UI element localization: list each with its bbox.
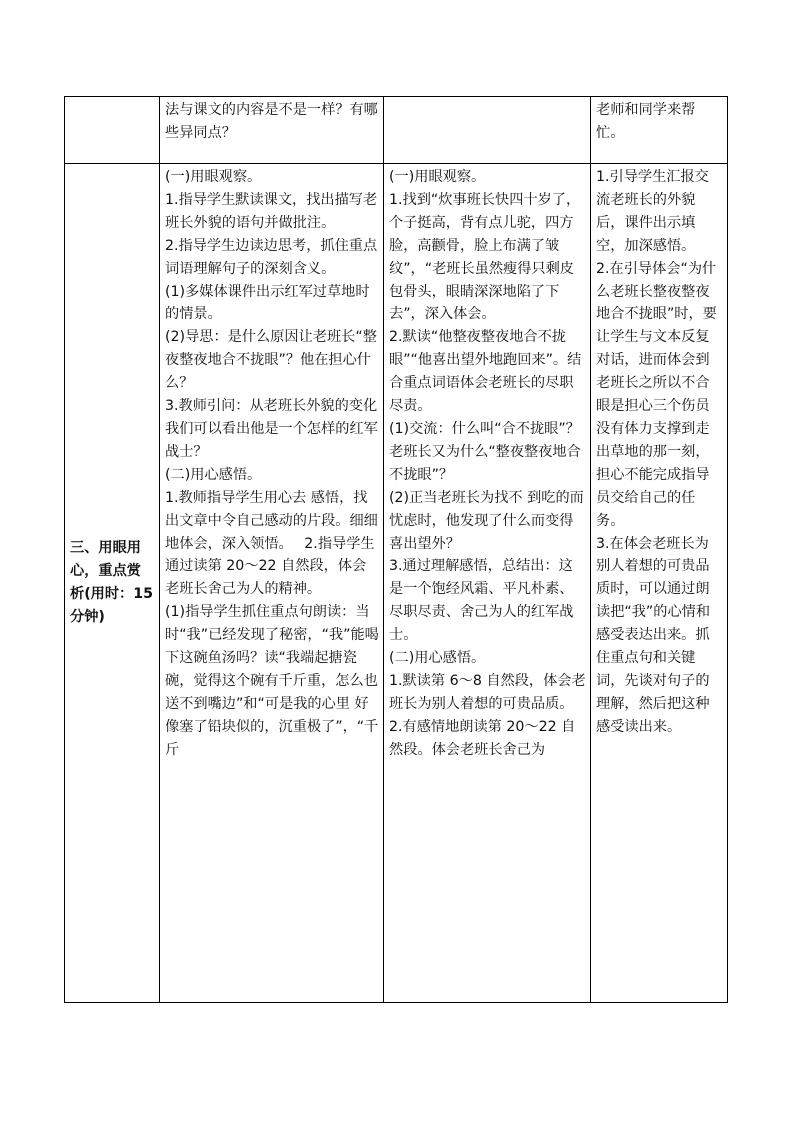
student-paragraph: 3.通过理解感悟，总结出：这是一个饱经风霜、平凡朴素、尽职尽责、舍己为人的红军战士。 xyxy=(389,558,574,644)
table-row xyxy=(65,97,728,164)
section-cell xyxy=(65,97,160,164)
lesson-plan-table xyxy=(64,96,728,1003)
teacher-paragraph: (二)用心感悟。 xyxy=(165,466,262,483)
student-paragraph: 2.默读“他整夜整夜地合不拢眼”“他喜出望外地跑回来”。结合重点词语体会老班长的尽职尽责。 xyxy=(389,329,582,415)
teacher-paragraph: 法与课文的内容是不是一样？有哪些异同点？ xyxy=(165,102,378,141)
student-paragraph: (二)用心感悟。 xyxy=(389,650,486,667)
section-cell: 三、用眼用心，重点赏析(用时：15分钟) xyxy=(65,164,160,1003)
teacher-activity-cell xyxy=(160,164,384,1003)
note-paragraph: 2.在引导体会“为什么老班长整夜整夜地合不拢眼”时，要让学生与文本反复对话，进而体会到老班长之所以不合眼是担心三个伤员没有体力支撑到走出草地的那一刻，担心不能完成指导员交给自己的任务。 xyxy=(596,260,717,529)
student-activity-cell xyxy=(384,164,591,1003)
student-paragraph: 2.有感情地朗读第 20～22 自然段。体会老班长舍己为 xyxy=(389,718,576,758)
student-paragraph: (2)正当老班长为找不 到吃的而忧虑时，他发现了什么而变得喜出望外？ xyxy=(389,489,584,552)
teacher-activity-cell xyxy=(160,97,384,164)
table-row xyxy=(65,164,728,1003)
design-note-cell xyxy=(591,97,728,164)
note-paragraph: 3.在体会老班长为别人着想的可贵品质时，可以通过朗读把“我”的心情和感受表达出来。抓住重点句和关键词，先谈对句子的理解，然后把这种感受读出来。 xyxy=(596,535,711,735)
student-activity-cell xyxy=(384,97,591,164)
teacher-paragraph: 1.指导学生默读课文，找出描写老班长外貌的语句并做批注。 xyxy=(165,191,378,231)
teacher-paragraph: 3.教师引问：从老班长外貌的变化我们可以看出他是一个怎样的红军战士？ xyxy=(165,398,378,460)
teacher-paragraph: (一)用眼观察。 xyxy=(165,169,262,185)
teacher-paragraph: 1.教师指导学生用心去 感悟，找出文章中令自己感动的片段。细细地体会，深入领悟。 2.指导学生通过读第 20～22 自然段，体会老班长舍己为人的精神。 xyxy=(165,489,378,598)
design-note-cell xyxy=(591,164,728,1003)
note-paragraph: 1.引导学生汇报交流老班长的外貌后，课件出示填空，加深感悟。 xyxy=(596,169,709,254)
teacher-paragraph: (1)多媒体课件出示红军过草地时的情景。 xyxy=(165,283,370,323)
student-paragraph: (一)用眼观察。 xyxy=(389,169,486,185)
teacher-paragraph: (2)导思：是什么原因让老班长“整夜整夜地合不拢眼”？他在担心什么？ xyxy=(165,329,377,392)
teacher-paragraph: 2.指导学生边读边思考，抓住重点词语理解句子的深刻含义。 xyxy=(165,237,378,277)
note-paragraph: 老师和同学来帮忙。 xyxy=(596,102,696,141)
student-paragraph: 1.找到“炊事班长快四十岁了，个子挺高，背有点儿驼，四方脸，高颧骨，脸上布满了皱纹”，“老班长虽然瘦得只剩皮包骨头，眼睛深深地陷了下去”，深入体会。 xyxy=(389,191,581,323)
student-paragraph: 1.默读第 6～8 自然段，体会老班长为别人着想的可贵品质。 xyxy=(389,672,586,712)
teacher-paragraph: (1)指导学生抓住重点句朗读：当时“我”已经发现了秘密，“我”能喝下这碗鱼汤吗？读“我端起搪瓷碗，觉得这个碗有千斤重，怎么也送不到嘴边”和“可是我的心里 好像塞了铅块似的，沉重极了”，“千斤 xyxy=(165,604,379,758)
student-paragraph: (1)交流：什么叫“合不拢眼”？老班长又为什么“整夜整夜地合不拢眼”？ xyxy=(389,420,581,483)
